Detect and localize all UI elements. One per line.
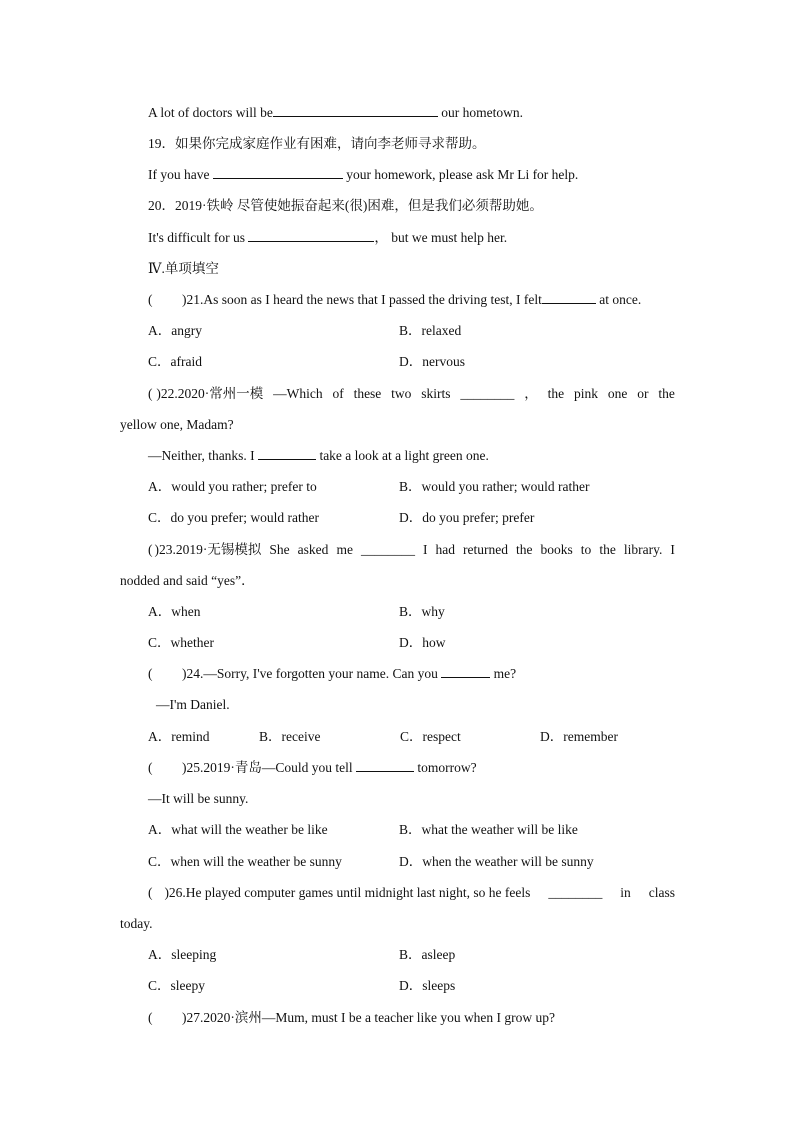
- option-d[interactable]: D．nervous: [399, 354, 465, 369]
- answer-blank[interactable]: ________: [360, 542, 415, 557]
- answer-paren[interactable]: (: [148, 666, 153, 681]
- q18-line: [148, 104, 523, 122]
- q27-stem: [148, 1009, 555, 1027]
- option-c[interactable]: C．when will the weather be sunny: [148, 854, 342, 869]
- q23-word: had: [435, 542, 455, 557]
- answer-blank[interactable]: [213, 166, 343, 179]
- q24-text: )24.—Sorry, I've forgotten your name. Can you: [182, 666, 442, 681]
- answer-blank[interactable]: ________: [548, 885, 603, 900]
- option-b[interactable]: B．receive: [259, 729, 321, 744]
- q26-continuation: today.: [120, 916, 153, 931]
- q23-word: I: [422, 542, 428, 557]
- q26-text: )26.He played computer games until midnight last night, so he feels: [164, 885, 531, 900]
- option-d[interactable]: D．when the weather will be sunny: [399, 854, 594, 869]
- section-heading: Ⅳ.单项填空: [148, 261, 219, 276]
- option-c[interactable]: C．whether: [148, 635, 214, 650]
- option-a[interactable]: A．would you rather; prefer to: [148, 479, 317, 494]
- q23-word: to: [580, 542, 592, 557]
- q23-word: the: [599, 542, 616, 557]
- option-d[interactable]: D．remember: [540, 729, 618, 744]
- q23-word: books: [540, 542, 573, 557]
- q22-word: two: [391, 386, 412, 401]
- q23-continuation: nodded and said “yes”．: [120, 573, 255, 588]
- q19-chinese: 19．如果你完成家庭作业有困难，请向李老师寻求帮助。: [148, 136, 486, 151]
- q22-text: —Neither, thanks. I: [148, 448, 259, 463]
- answer-blank[interactable]: [248, 229, 374, 242]
- q22-word: pink: [573, 386, 598, 401]
- option-b[interactable]: B．relaxed: [399, 323, 462, 338]
- option-a[interactable]: A．what will the weather be like: [148, 822, 328, 837]
- option-a[interactable]: A．when: [148, 604, 201, 619]
- q23-stem: [148, 541, 675, 559]
- answer-paren[interactable]: (: [148, 292, 153, 307]
- q21-text: )21.As soon as I heard the news that I passed the driving test, I felt: [182, 292, 542, 307]
- answer-blank[interactable]: [258, 447, 316, 460]
- option-c[interactable]: C．respect: [400, 729, 461, 744]
- option-c[interactable]: C．sleepy: [148, 978, 205, 993]
- answer-paren[interactable]: (: [148, 542, 153, 557]
- option-b[interactable]: B．asleep: [399, 947, 456, 962]
- q18-text: our hometown.: [437, 105, 523, 120]
- q24-text: me?: [490, 666, 517, 681]
- answer-paren[interactable]: (: [148, 760, 153, 775]
- option-a[interactable]: A．remind: [148, 729, 210, 744]
- q23-word: She: [269, 542, 290, 557]
- answer-blank[interactable]: [441, 665, 490, 678]
- option-d[interactable]: D．how: [399, 635, 446, 650]
- q25-text: )25.2019·青岛—Could you tell: [182, 760, 356, 775]
- q23-word: )23.2019·无锡模拟: [154, 542, 262, 557]
- q22-word: or: [637, 386, 649, 401]
- option-c[interactable]: C．do you prefer; would rather: [148, 510, 319, 525]
- q23-word: library.: [623, 542, 663, 557]
- q22-reply: [148, 447, 489, 465]
- option-a[interactable]: A．sleeping: [148, 947, 217, 962]
- q22-word: one: [607, 386, 628, 401]
- q20-text: It's difficult for us: [148, 230, 249, 245]
- option-d[interactable]: D．do you prefer; prefer: [399, 510, 535, 525]
- q22-word: )22.2020·常州一模: [156, 386, 264, 401]
- q26-word: class: [648, 885, 675, 900]
- answer-blank[interactable]: [542, 291, 596, 304]
- q22-word: ，: [524, 386, 538, 401]
- q25-reply: —It will be sunny.: [148, 791, 249, 806]
- option-b[interactable]: B．what the weather will be like: [399, 822, 578, 837]
- q22-text: take a look at a light green one.: [316, 448, 489, 463]
- q26-stem: [148, 884, 675, 902]
- option-b[interactable]: B．would you rather; would rather: [399, 479, 590, 494]
- answer-paren[interactable]: (: [148, 885, 153, 900]
- answer-blank[interactable]: [273, 104, 438, 117]
- q26-word: in: [620, 885, 631, 900]
- q23-word: returned: [463, 542, 508, 557]
- q25-text: tomorrow?: [414, 760, 477, 775]
- q23-word: the: [516, 542, 533, 557]
- q21-text: at once.: [595, 292, 642, 307]
- answer-blank[interactable]: [356, 759, 414, 772]
- q23-word: me: [336, 542, 353, 557]
- q25-stem: [148, 759, 477, 777]
- q22-stem: [148, 385, 675, 403]
- q24-reply: —I'm Daniel.: [156, 697, 230, 712]
- q22-continuation: yellow one, Madam?: [120, 417, 234, 432]
- option-b[interactable]: B．why: [399, 604, 445, 619]
- q19-text: your homework, please ask Mr Li for help.: [342, 167, 579, 182]
- option-d[interactable]: D．sleeps: [399, 978, 456, 993]
- q20-chinese: 20．2019·铁岭 尽管使她振奋起来(很)困难，但是我们必须帮助她。: [148, 198, 543, 213]
- q20-text: ， but we must help her.: [374, 230, 508, 245]
- q18-text: A lot of doctors will be: [148, 105, 273, 120]
- q22-word: the: [658, 386, 675, 401]
- q22-word: the: [547, 386, 565, 401]
- q20-line: [148, 229, 507, 247]
- q19-text: If you have: [148, 167, 213, 182]
- q22-word: these: [353, 386, 382, 401]
- q22-word: skirts: [421, 386, 451, 401]
- option-a[interactable]: A．angry: [148, 323, 202, 338]
- q22-word: —Which: [273, 386, 323, 401]
- q21-stem: [148, 291, 641, 309]
- q23-word: I: [670, 542, 675, 557]
- answer-paren[interactable]: (: [148, 1010, 153, 1025]
- q24-stem: [148, 665, 516, 683]
- q23-word: asked: [297, 542, 329, 557]
- q22-word: of: [332, 386, 344, 401]
- q27-text: )27.2020·滨州—Mum, must I be a teacher like you when I grow up?: [182, 1010, 556, 1025]
- option-c[interactable]: C．afraid: [148, 354, 202, 369]
- answer-blank[interactable]: ________: [460, 386, 515, 401]
- q19-line: [148, 166, 578, 184]
- answer-paren[interactable]: (: [148, 386, 153, 401]
